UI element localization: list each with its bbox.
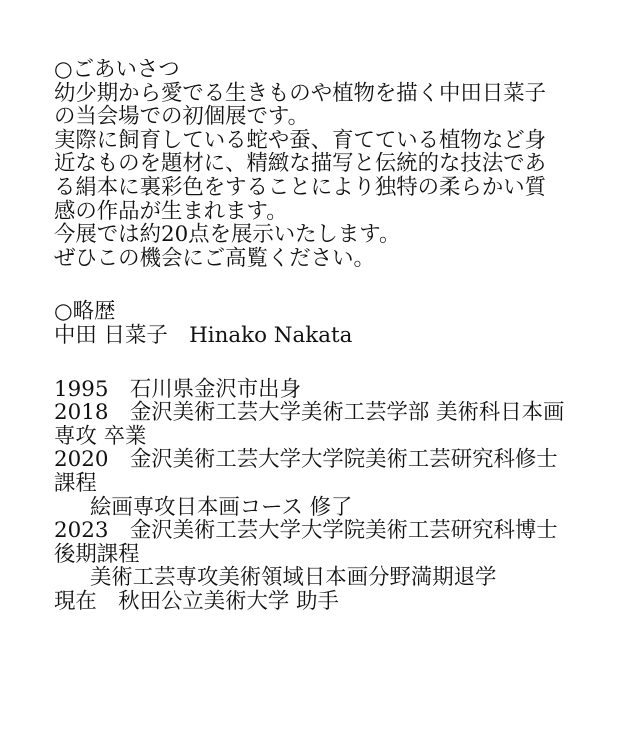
greeting-line: 今展では約20点を展示いたします。	[54, 222, 401, 248]
history-line: 美術工芸専攻美術領域日本画分野満期退学	[90, 565, 497, 591]
greeting-line: 近なものを題材に、精緻な描写と伝統的な技法であ	[54, 151, 546, 177]
greeting-line: 実際に飼育している蛇や蚕、育てている植物など身	[54, 127, 546, 153]
greeting-line: ぜひこの機会にご高覧ください。	[54, 245, 375, 271]
greeting-line: の当会場での初個展です。	[54, 104, 309, 130]
history-line: 専攻 卒業	[54, 423, 147, 449]
history-line: 1995 石川県金沢市出身	[54, 376, 301, 402]
profile-heading: ○略歴	[54, 299, 116, 325]
history-line: 絵画専攻日本画コース 修了	[90, 494, 353, 520]
greeting-line: 幼少期から愛でる生きものや植物を描く中田日菜子	[54, 80, 546, 106]
greeting-line: る絹本に裏彩色をすることにより独特の柔らかい質	[54, 174, 546, 200]
greeting-line: 感の作品が生まれます。	[54, 198, 288, 224]
history-line: 現在 秋田公立美術大学 助手	[54, 588, 339, 614]
history-line: 課程	[54, 470, 97, 496]
history-line: 後期課程	[54, 541, 140, 567]
history-line: 2023 金沢美術工芸大学大学院美術工芸研究科博士	[54, 518, 558, 544]
history-line: 2018 金沢美術工芸大学美術工芸学部 美術科日本画	[54, 400, 565, 426]
document-body	[54, 58, 602, 613]
greeting-heading: ○ごあいさつ	[54, 57, 180, 82]
section-spacer	[54, 270, 602, 300]
history-line: 2020 金沢美術工芸大学大学院美術工芸研究科修士	[54, 447, 558, 473]
section-spacer	[54, 348, 602, 378]
artist-name: 中田 日菜子 Hinako Nakata	[54, 322, 353, 348]
